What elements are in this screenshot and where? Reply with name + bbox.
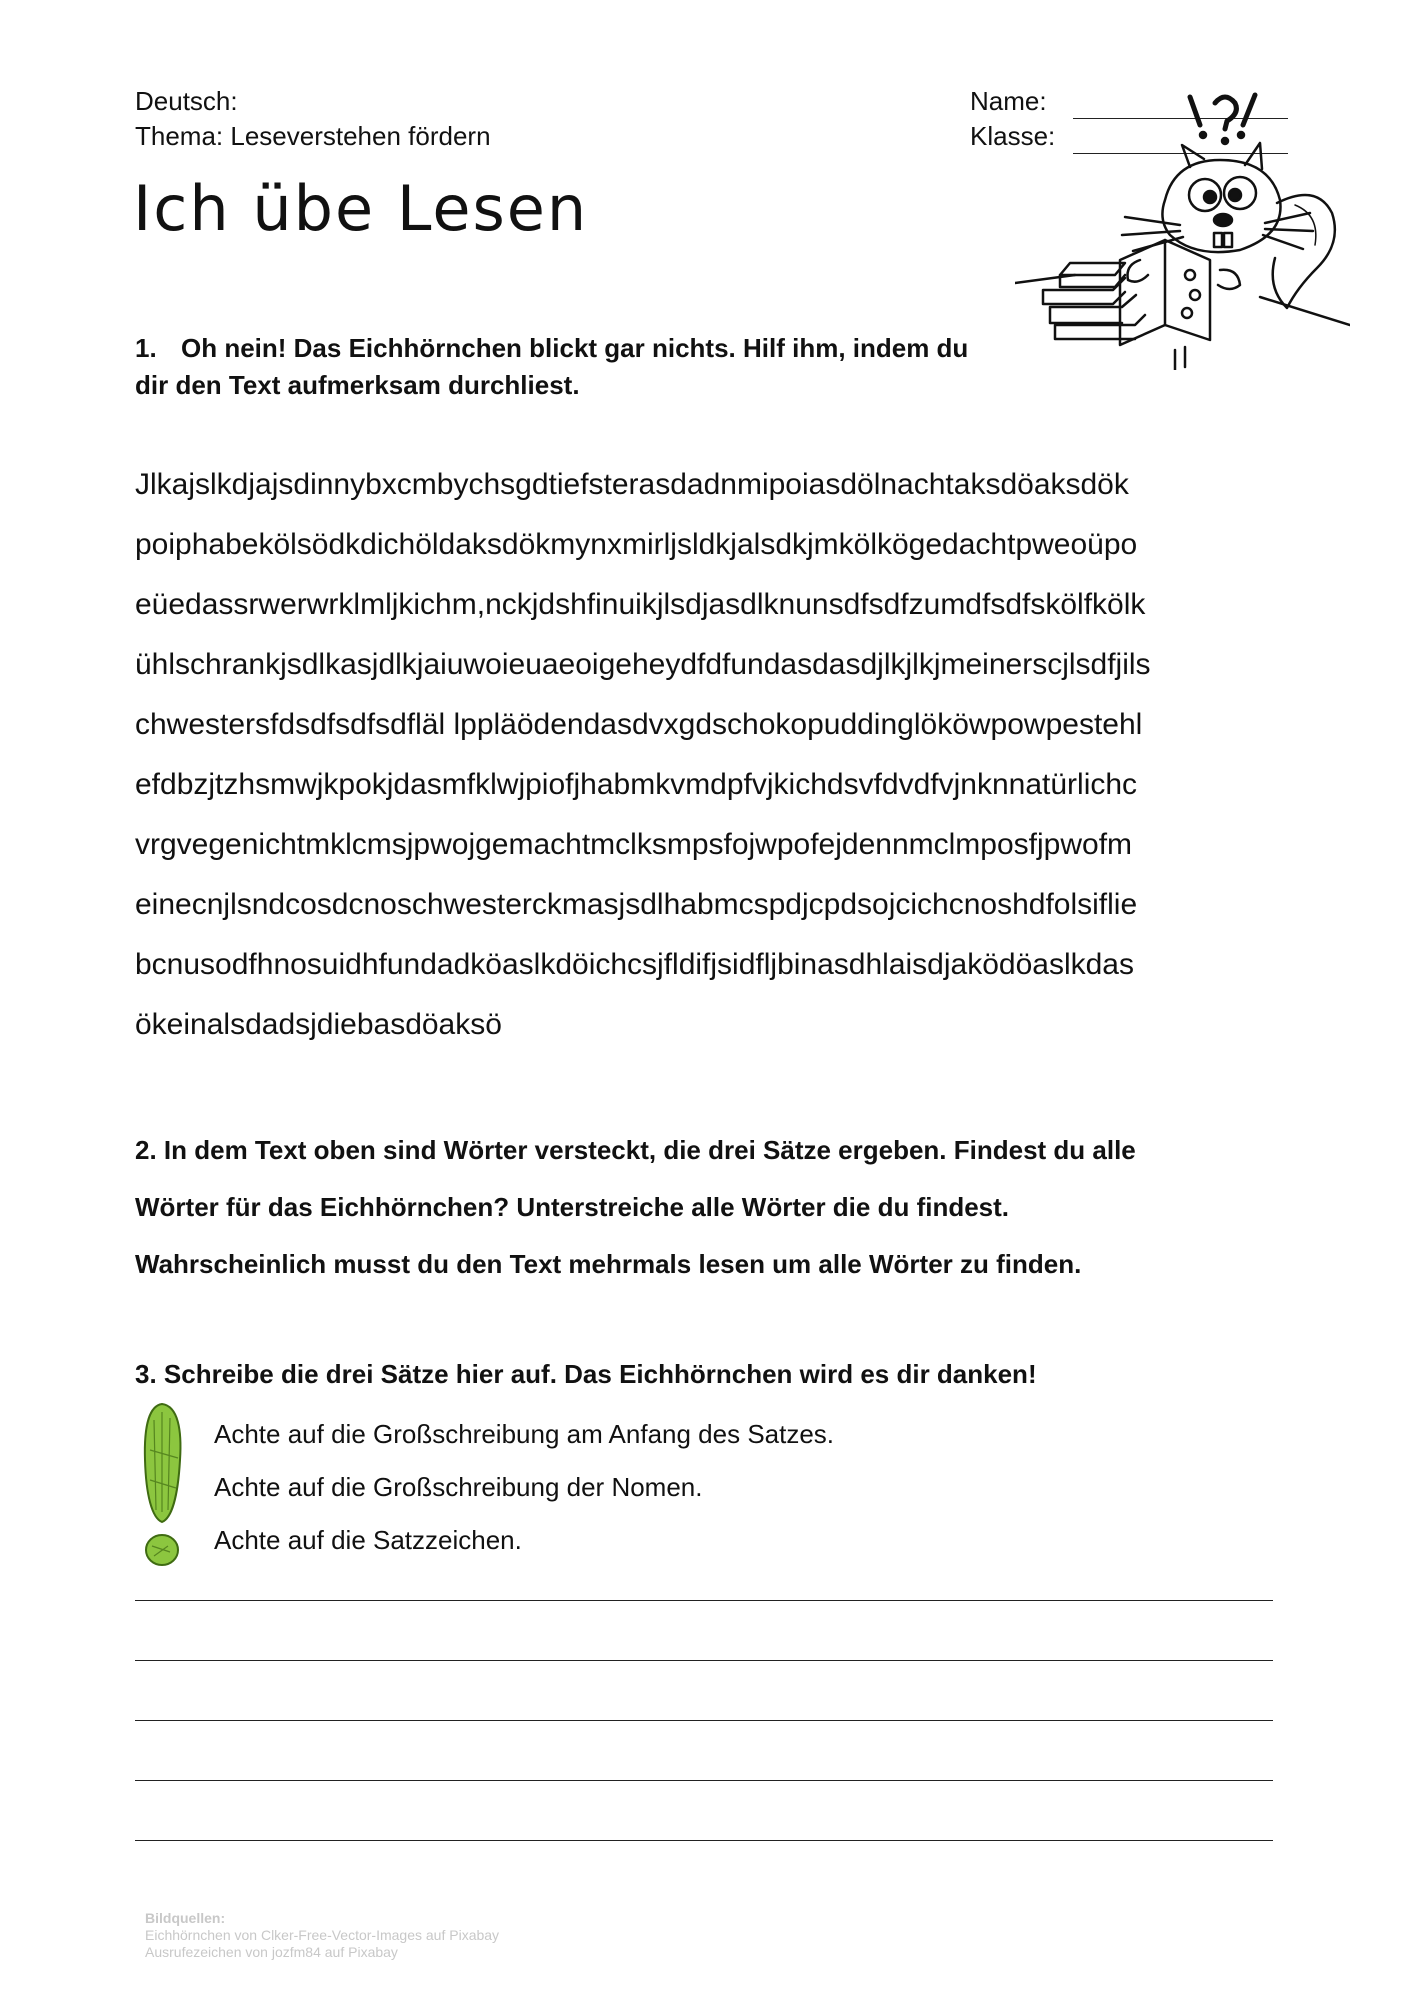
tip-item: Achte auf die Großschreibung am Anfang des Satzes. <box>214 1419 835 1449</box>
task-1-instructions <box>135 330 1065 404</box>
puzzle-line: chwestersfdsdfsdfsdfläl lppläödendasdvxgdschokopuddinglököwpowpestehl <box>135 708 1143 741</box>
credit-line: Eichhörnchen von Clker-Free-Vector-Images auf Pixabay <box>145 1927 500 1943</box>
task-2-instructions <box>135 1122 1295 1293</box>
task-3-heading: 3. Schreibe die drei Sätze hier auf. Das Eichhörnchen wird es dir danken! <box>135 1359 1037 1389</box>
puzzle-line: ökeinalsdadsjdiebasdöaksö <box>135 1008 502 1041</box>
green-exclamation-mark-icon <box>140 1400 186 1570</box>
puzzle-line: bcnusodfhnosuidhfundadköaslkdöichcsjfldifjsidfljbinasdhlaisdjaködöaslkdas <box>135 948 1134 981</box>
writing-line[interactable] <box>135 1720 1273 1721</box>
puzzle-line: ühlschrankjsdlkasjdlkjaiuwoieuaeoigeheydfdfundasdasdjlkjlkjmeinerscjlsdfjils <box>135 648 1151 681</box>
credits-heading: Bildquellen: <box>145 1910 226 1926</box>
writing-line[interactable] <box>135 1600 1273 1601</box>
topic-label: Thema: Leseverstehen fördern <box>135 121 491 151</box>
puzzle-line: poiphabekölsödkdichöldaksdökmynxmirljsldkjalsdkjmkölkögedachtpweoüpo <box>135 528 1138 561</box>
tip-item: Achte auf die Großschreibung der Nomen. <box>214 1472 703 1502</box>
writing-tips <box>214 1408 834 1567</box>
writing-line[interactable] <box>135 1660 1273 1661</box>
puzzle-line: efdbzjtzhsmwjkpokjdasmfklwjpiofjhabmkvmdpfvjkichdsvfdvdfvjnknnatürlichc <box>135 768 1138 801</box>
puzzle-line: vrgvegenichtmklcmsjpwojgemachtmclksmpsfojwpofejdennmclmposfjpwofm <box>135 828 1133 861</box>
writing-line[interactable] <box>135 1840 1273 1841</box>
tip-item: Achte auf die Satzzeichen. <box>214 1525 522 1555</box>
task-1-line-2: dir den Text aufmerksam durchliest. <box>135 370 580 400</box>
image-credits <box>145 1910 499 1961</box>
hidden-words-text <box>135 455 1295 1055</box>
subject-label: Deutsch: <box>135 86 238 116</box>
squirrel-reading-illustration <box>1015 85 1350 370</box>
class-label: Klasse: <box>970 121 1056 151</box>
credit-line: Ausrufezeichen von jozfm84 auf Pixabay <box>145 1944 398 1960</box>
task-1-number: 1. <box>135 333 157 363</box>
task-2-line-1: 2. In dem Text oben sind Wörter versteckt, die drei Sätze ergeben. Findest du alle <box>135 1135 1136 1165</box>
writing-line[interactable] <box>135 1780 1273 1781</box>
name-label: Name: <box>970 86 1047 116</box>
puzzle-line: eüedassrwerwrklmljkichm,nckjdshfinuikjlsdjasdlknunsdfsdfzumdfsdfskölfkölk <box>135 588 1146 621</box>
task-2-line-2: Wörter für das Eichhörnchen? Unterstreiche alle Wörter die du findest. <box>135 1192 1010 1222</box>
task-2-line-3: Wahrscheinlich musst du den Text mehrmals lesen um alle Wörter zu finden. <box>135 1249 1082 1279</box>
puzzle-line: einecnjlsndcosdcnoschwesterckmasjsdlhabmcspdjcpdsojcichcnoshdfolsiflie <box>135 888 1138 921</box>
page-title: Ich übe Lesen <box>133 172 589 245</box>
puzzle-line: Jlkajslkdjajsdinnybxcmbychsgdtiefsterasdadnmipoiasdölnachtaksdöaksdök <box>135 468 1129 501</box>
task-1-line-1: Oh nein! Das Eichhörnchen blickt gar nichts. Hilf ihm, indem du <box>181 333 969 363</box>
worksheet-header <box>135 84 491 154</box>
